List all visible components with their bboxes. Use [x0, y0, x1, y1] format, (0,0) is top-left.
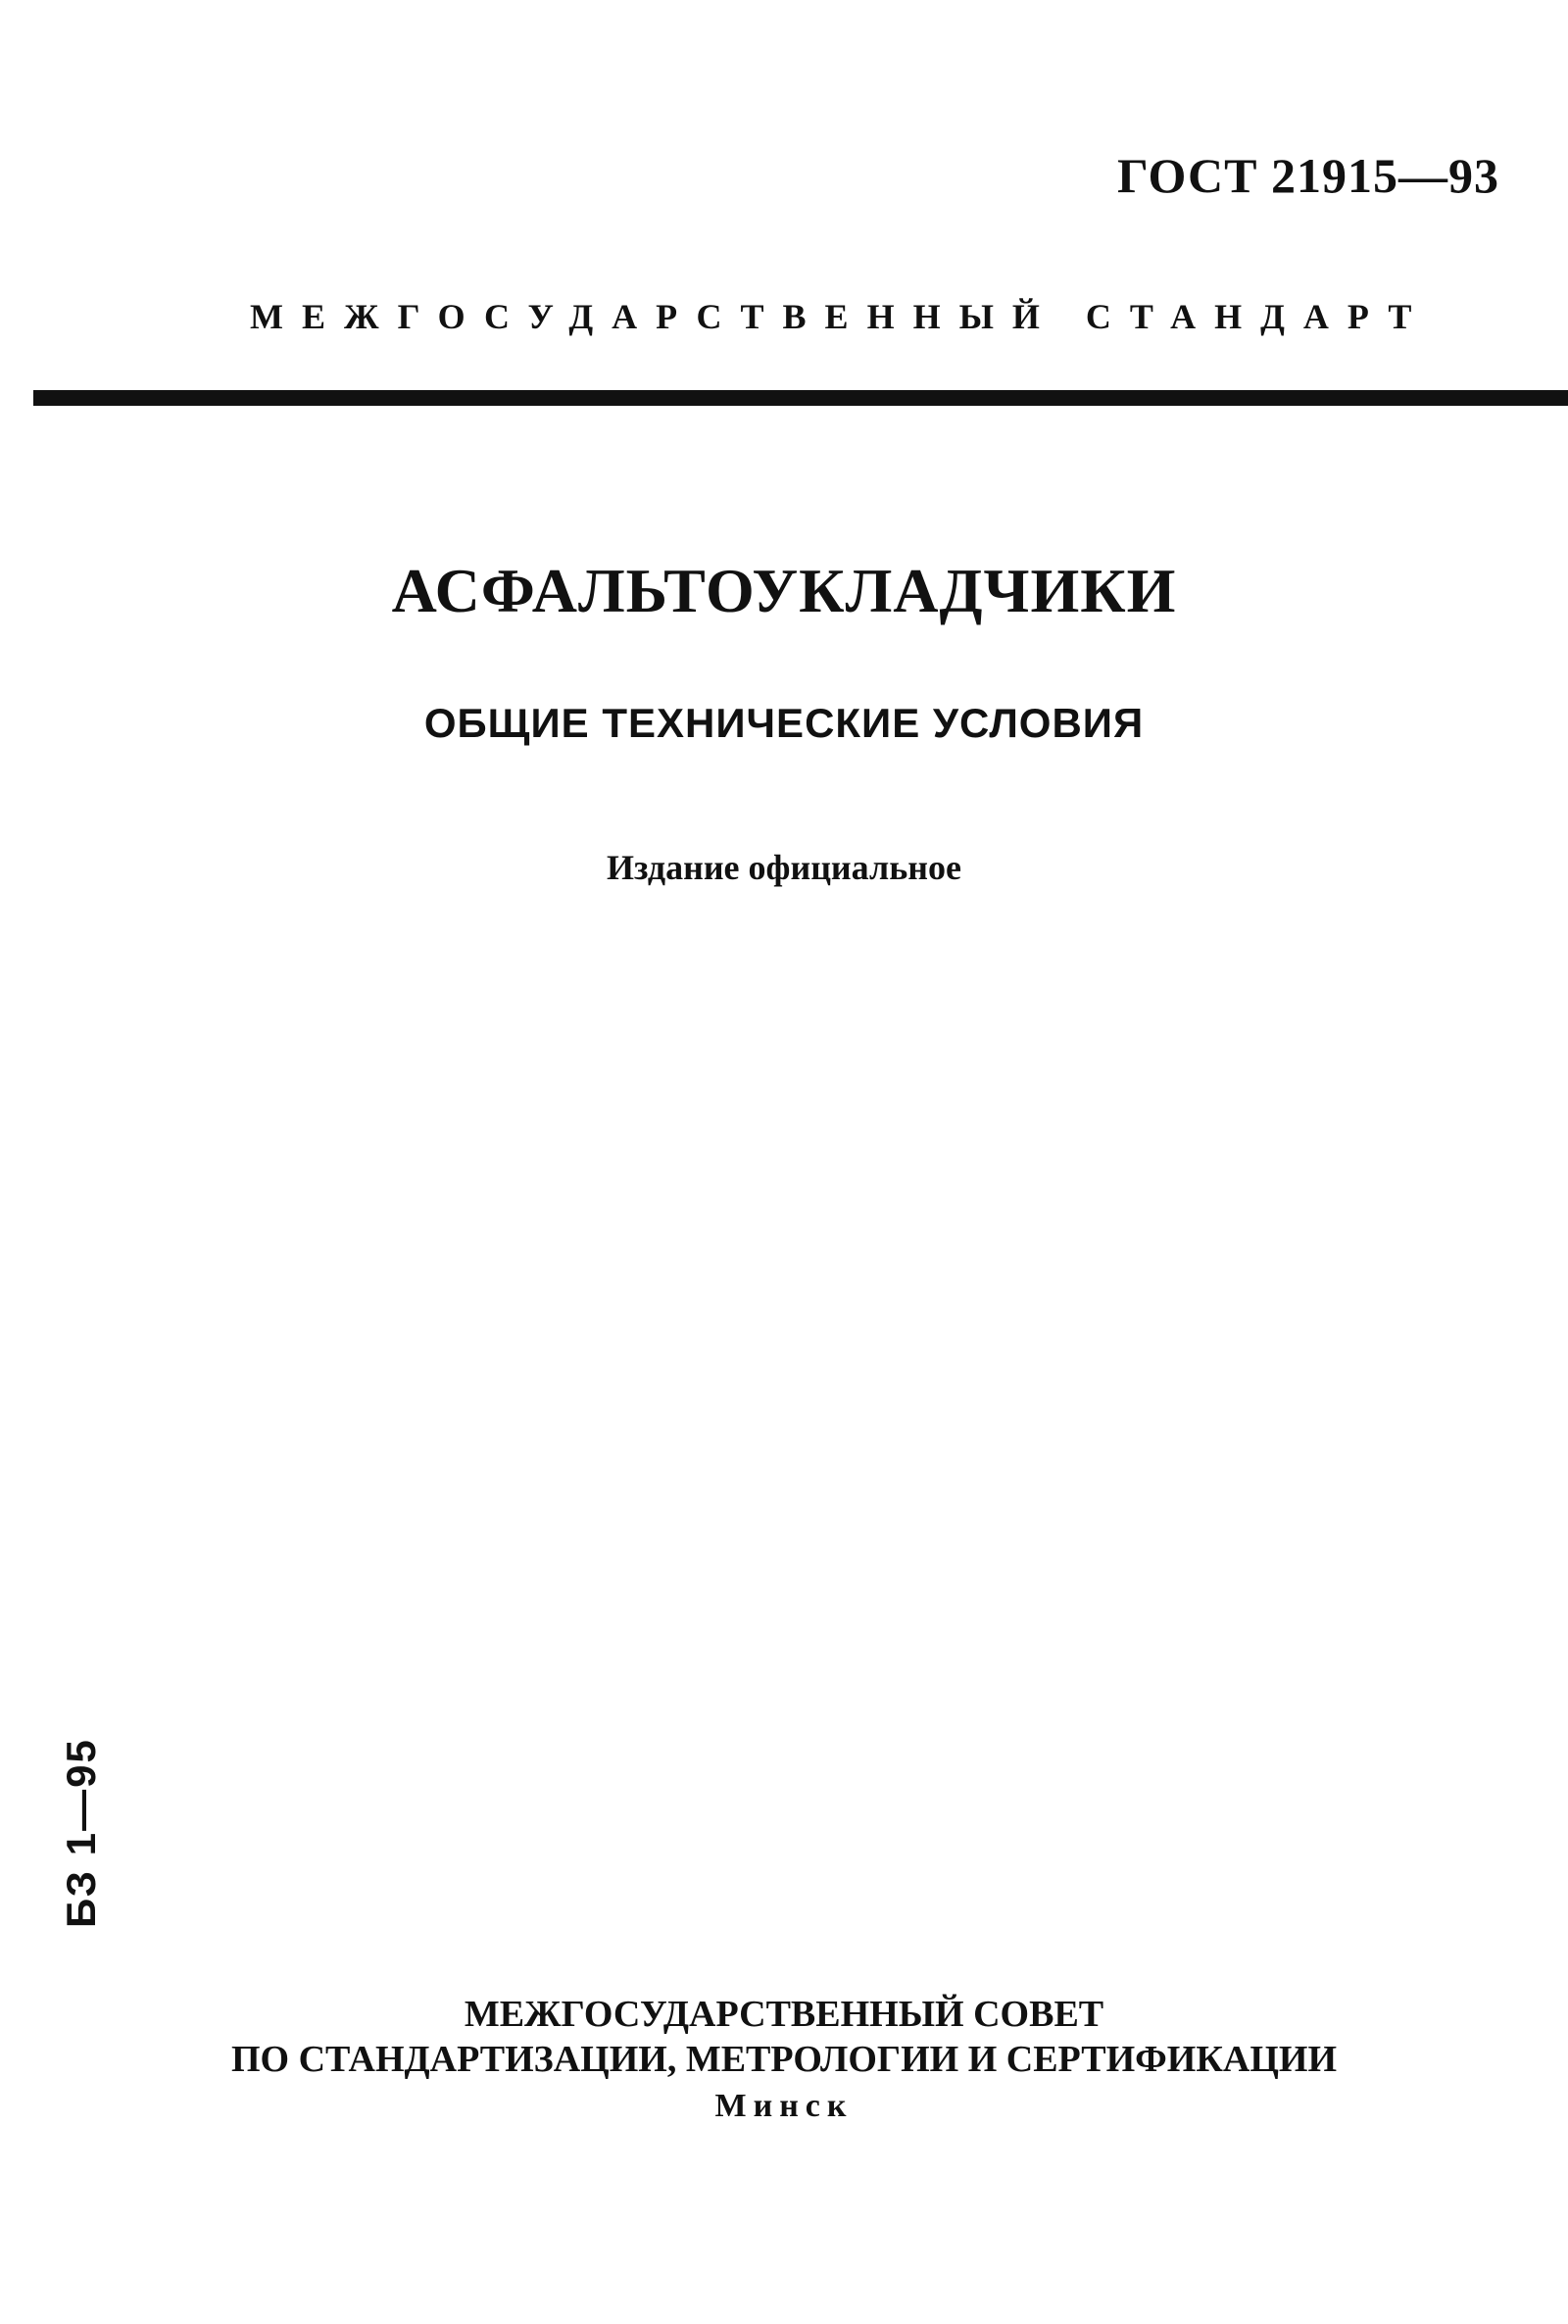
publisher-line-1: МЕЖГОСУДАРСТВЕННЫЙ СОВЕТ: [464, 1994, 1104, 2035]
publisher-city: Минск: [714, 2088, 854, 2124]
header-divider: [33, 390, 1568, 406]
publisher-line-2: ПО СТАНДАРТИЗАЦИИ, МЕТРОЛОГИИ И СЕРТИФИКАЦИИ: [230, 2039, 1337, 2080]
document-title: АСФАЛЬТОУКЛАДЧИКИ: [391, 556, 1177, 625]
document-subtitle: ОБЩИЕ ТЕХНИЧЕСКИЕ УСЛОВИЯ: [423, 700, 1145, 746]
side-index-code: БЗ 1—95: [58, 1738, 104, 1928]
standard-type-label: МЕЖГОСУДАРСТВЕННЫЙ СТАНДАРТ: [250, 297, 1431, 336]
publisher-block: [0, 1992, 1568, 2131]
edition-label: Издание официальное: [607, 848, 961, 887]
document-number: ГОСТ 21915—93: [1116, 148, 1499, 203]
